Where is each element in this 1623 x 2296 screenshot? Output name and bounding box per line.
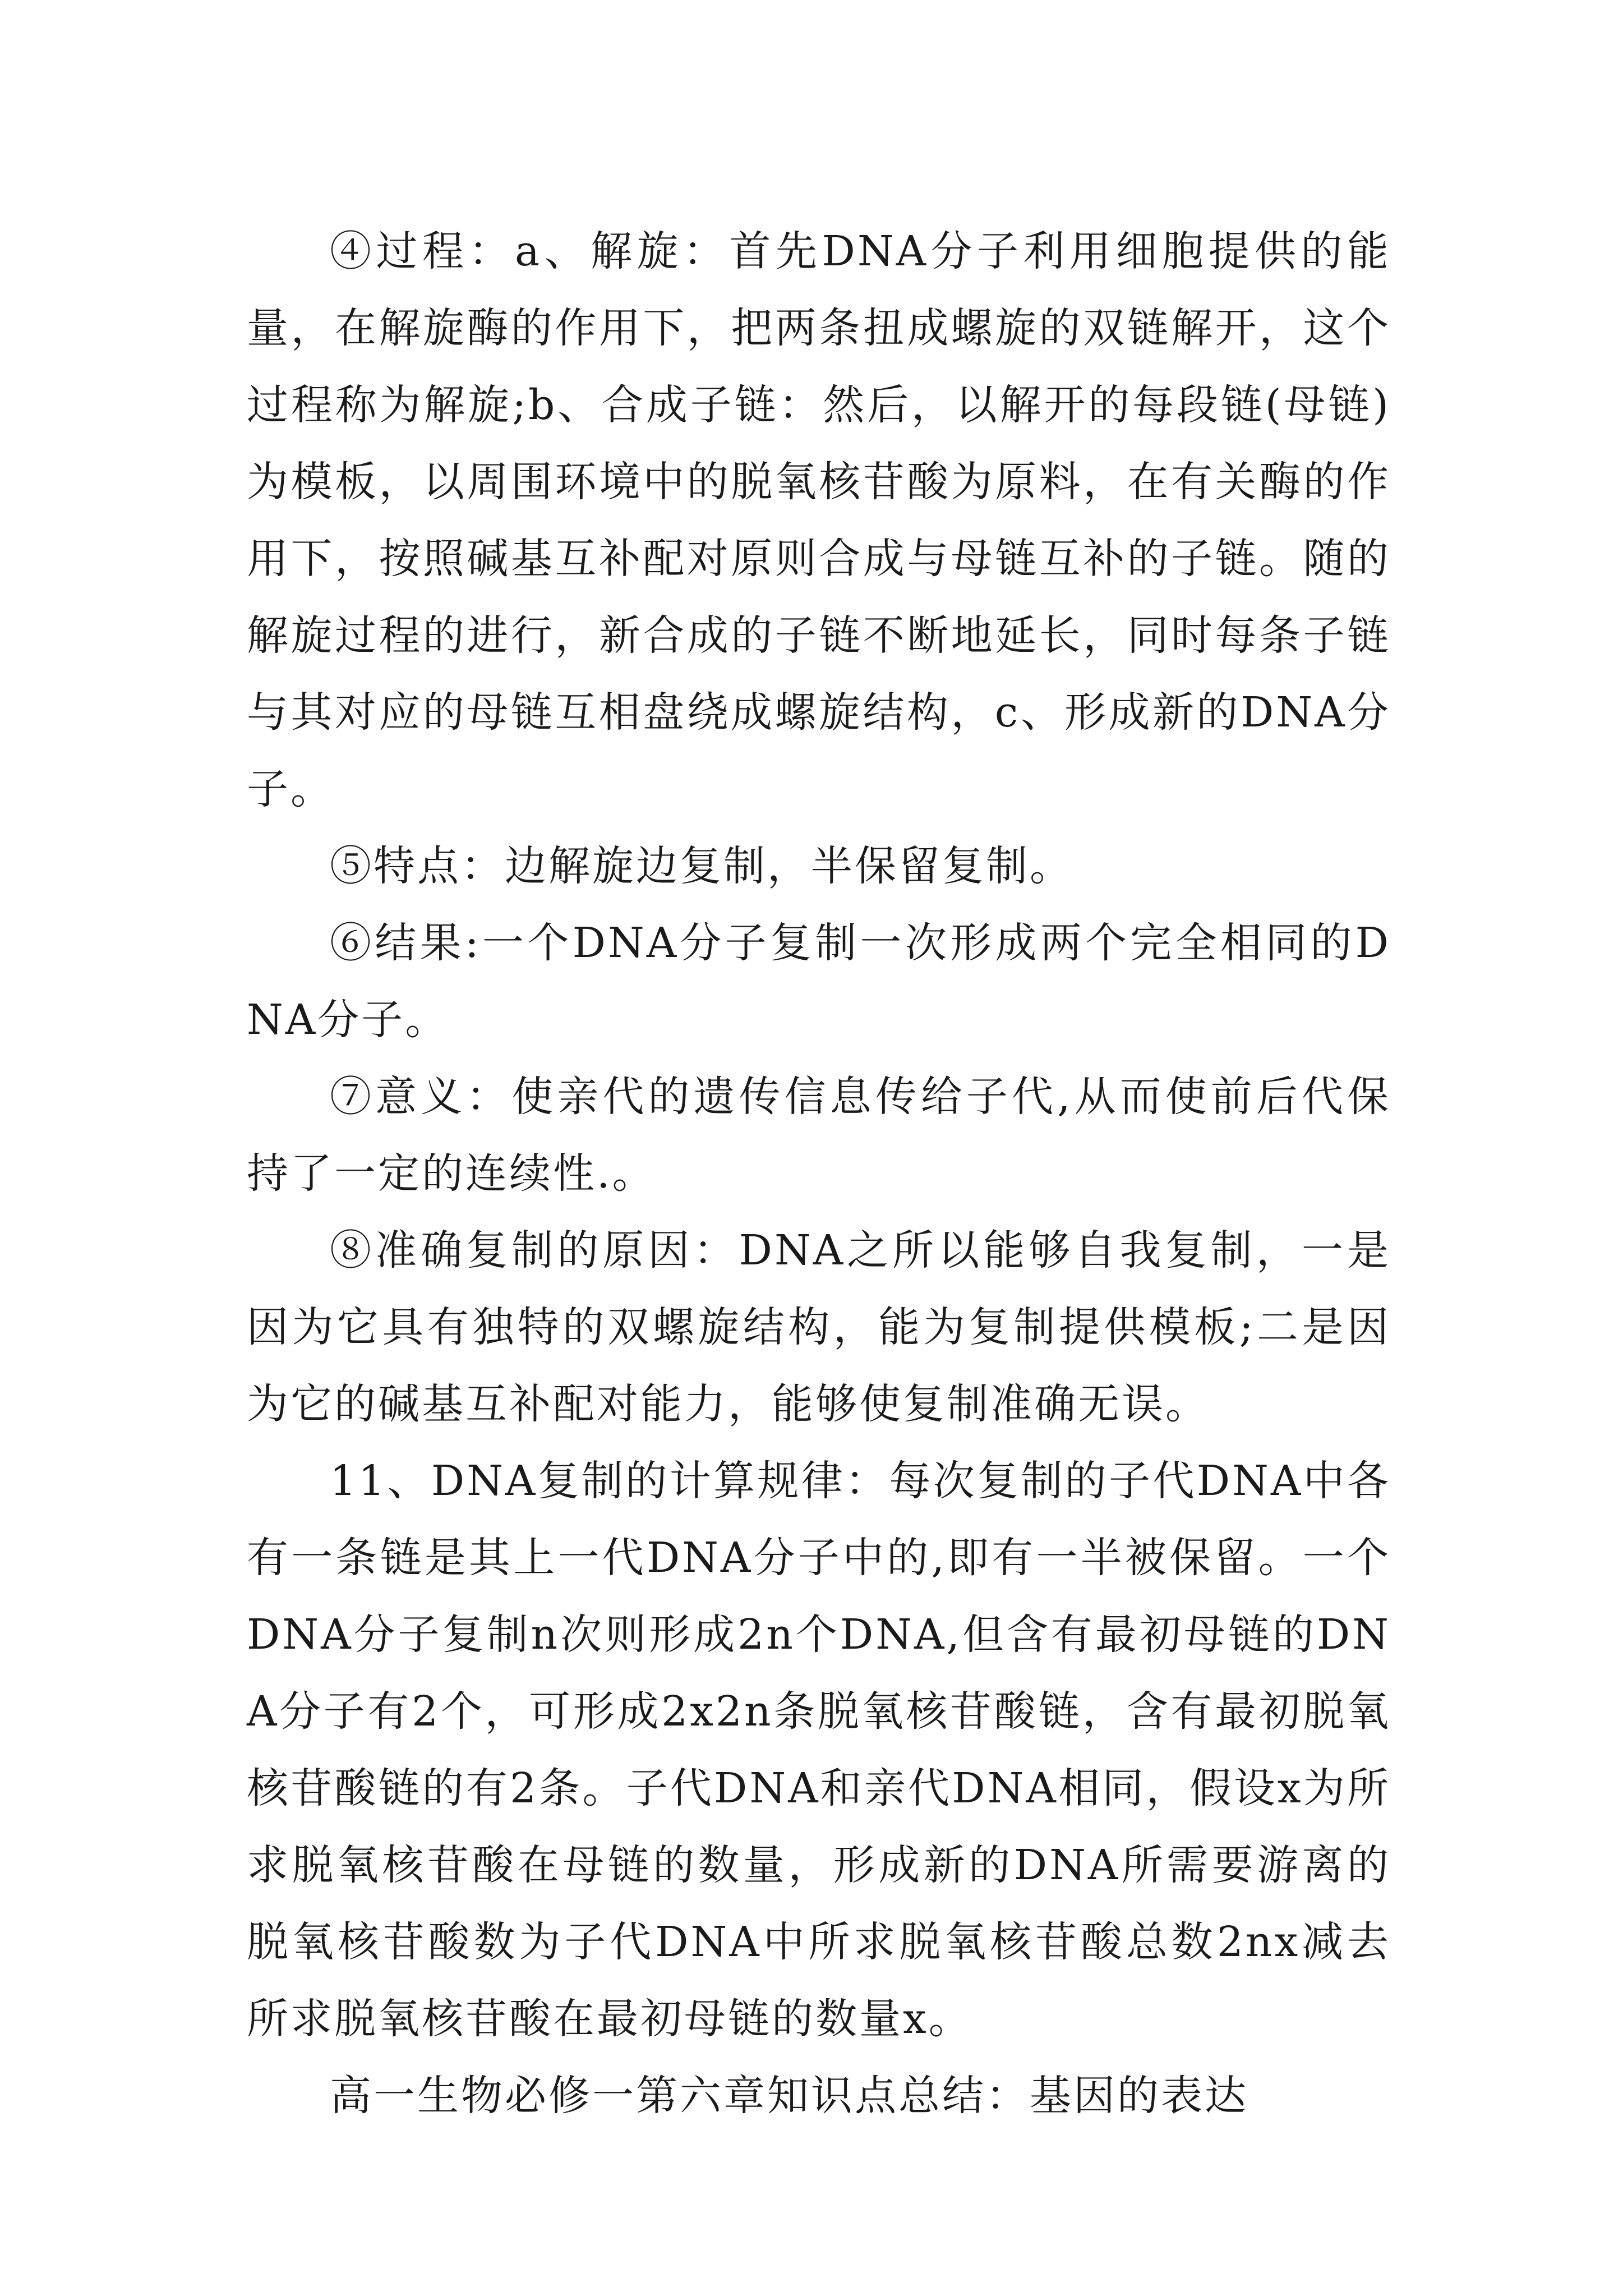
paragraph-meaning: ⑦意义：使亲代的遗传信息传给子代,从而使前后代保持了一定的连续性.。 <box>247 1073 1391 1198</box>
paragraph-features: ⑤特点：边解旋边复制，半保留复制。 <box>330 842 1073 890</box>
paragraph-accuracy-reason: ⑧准确复制的原因：DNA之所以能够自我复制，一是因为它具有独特的双螺旋结构，能为复制提供模板;二是因为它的碱基互补配对能力，能够使复制准确无误。 <box>247 1226 1391 1428</box>
document-page <box>247 213 1391 2134</box>
paragraph-calculation-rules: 11、DNA复制的计算规律：每次复制的子代DNA中各有一条链是其上一代DNA分子中的,即有一半被保留。一个DNA分子复制n次则形成2n个DNA,但含有最初母链的DNA分子有2个，可形成2x2n条脱氧核苷酸链，含有最初脱氧核苷酸链的有2条。子代DNA和亲代DNA相同，假设x为所求脱氧核苷酸在母链的数量，形成新的DNA所需要游离的脱氧核苷酸数为子代DNA中所求脱氧核苷酸总数2nx减去所求脱氧核苷酸在最初母链的数量x。 <box>247 1457 1391 2043</box>
section-heading: 高一生物必修一第六章知识点总结：基因的表达 <box>330 2072 1248 2120</box>
paragraph-process: ④过程：a、解旋：首先DNA分子利用细胞提供的能量，在解旋酶的作用下，把两条扭成螺旋的双链解开，这个过程称为解旋;b、合成子链：然后，以解开的每段链(母链)为模板，以周围环境中的脱氧核苷酸为原料，在有关酶的作用下，按照碱基互补配对原则合成与母链互补的子链。随的解旋过程的进行，新合成的子链不断地延长，同时每条子链与其对应的母链互相盘绕成螺旋结构，c、形成新的DNA分子。 <box>247 227 1391 813</box>
paragraph-result: ⑥结果:一个DNA分子复制一次形成两个完全相同的DNA分子。 <box>247 919 1391 1044</box>
